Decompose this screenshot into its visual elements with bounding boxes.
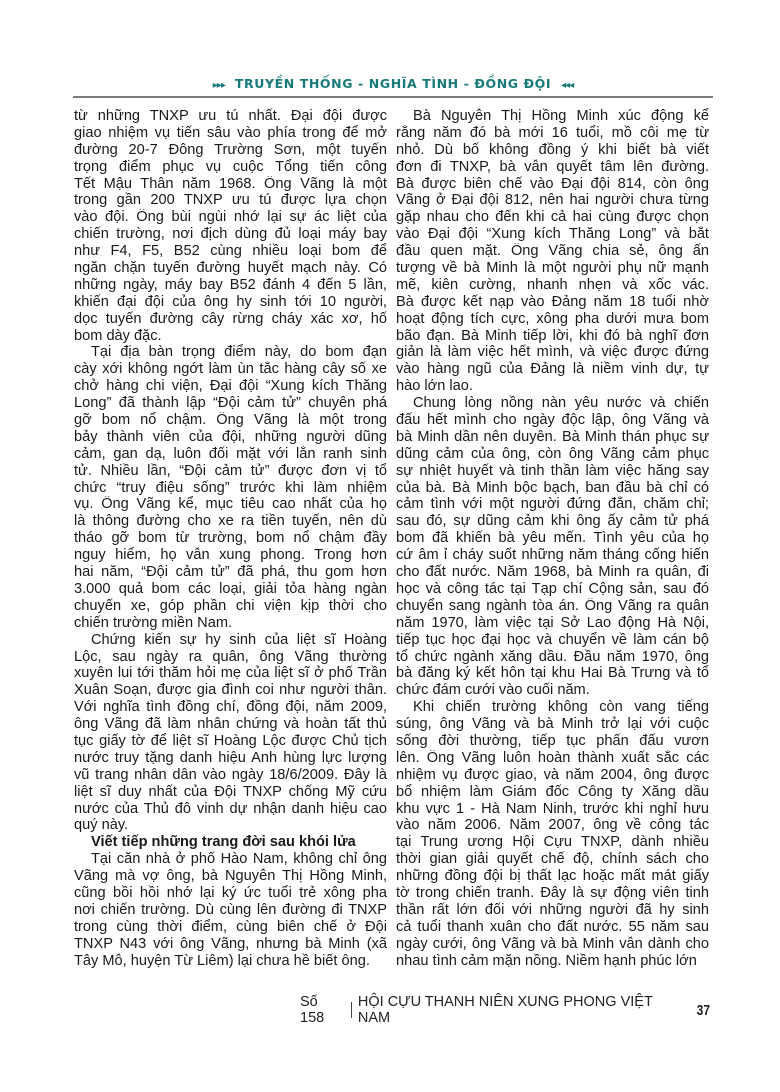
text-line: nhau tình cảm mặn nồng. Niềm hạnh phúc lớn bbox=[396, 952, 697, 969]
text-line: cả tuổi thanh xuân cho đất nước. 55 năm sau bbox=[396, 918, 709, 935]
text-line: cho đất nước. Năm 1968, bà Minh ra quân, đi bbox=[396, 564, 709, 581]
text-line: chở hàng chi viện, Đại đội “Xung kích Thăng bbox=[74, 378, 387, 395]
text-line: Tây Mỗ, huyện Từ Liêm) lại chưa hề biết ông. bbox=[74, 952, 370, 969]
arrow-left-icon: ◂◂◂ bbox=[561, 80, 574, 91]
text-line: của bà. Bà Minh bộc bạch, ban đầu bà chỉ có bbox=[396, 479, 709, 496]
text-line: cảm, gan dạ, luôn đối mặt với lằn ranh sinh bbox=[74, 445, 387, 462]
text-line: Vãng mà vợ ông, bà Nguyễn Thị Hồng Minh, bbox=[74, 868, 387, 885]
text-line: nhỏ. Dù bố không đồng ý khi biết bà viết bbox=[396, 141, 709, 158]
text-line: quý này. bbox=[74, 817, 129, 834]
text-line: hai năm, “Đội cảm tử” đã phá, thu gom hơn bbox=[74, 564, 387, 581]
text-line: bom đã khiến bà yêu mến. Tình yêu của họ bbox=[396, 530, 709, 547]
text-line: tháo gỡ bom từ trường, bom nổ chậm đầy bbox=[74, 530, 387, 547]
right-column bbox=[396, 108, 709, 969]
text-line: chức đám cưới vào cuối năm. bbox=[396, 682, 590, 699]
text-line: tổ chức ngành xăng dầu. Đầu năm 1970, ông bbox=[396, 648, 709, 665]
text-line: khu vực 1 - Hà Nam Ninh, trước khi nghỉ hưu bbox=[396, 800, 709, 817]
text-line: Vãng ở Đại đội 812, nên hai người chưa từng bbox=[396, 192, 709, 209]
text-line: tờ trong chiến tranh. Đây là sự động viên tinh bbox=[396, 884, 709, 901]
left-column bbox=[74, 108, 387, 969]
text-line: vào đội. Ông bùi ngùi nhớ lại sự ác liệt của bbox=[74, 209, 387, 226]
text-line: bà đăng ký kết hôn tại khu Hai Bà Trưng và tổ bbox=[396, 665, 709, 682]
text-line: tại Trung ương Hội Cựu TNXP, dành nhiều bbox=[396, 834, 709, 851]
text-line: Khi chiến trường không còn vang tiếng bbox=[413, 699, 709, 716]
text-line: Bà được biên chế vào Đại đội 814, còn ông bbox=[396, 175, 709, 192]
text-line: súng, ông Vãng và bà Minh trở lại với cuộc bbox=[396, 716, 709, 733]
text-line: giao nhiệm vụ tiến sâu vào phía trong để mở bbox=[74, 124, 387, 141]
text-line: cũng bồi hồi nhớ lại ký ức tuổi trẻ xông pha bbox=[74, 884, 387, 901]
text-line: ông Vãng đã làm nhân chứng và hoàn tất thủ bbox=[74, 716, 387, 733]
text-line: rằng năm đó bà mới 16 tuổi, mồ côi mẹ từ bbox=[396, 124, 709, 141]
text-line: năm 1970, làm việc tại Sở Lao động Hà Nội, bbox=[396, 614, 709, 631]
text-line: lên. Ông Vãng luôn hoàn thành xuất sắc các bbox=[396, 749, 709, 766]
text-line: sống đời thường, tiếp tục phấn đấu vươn bbox=[396, 732, 709, 749]
text-line: nhiệm vụ được giao, và năm 2004, ông được bbox=[396, 766, 709, 783]
text-line: vào hàng ngũ của Đảng là niềm vinh dự, tự bbox=[396, 361, 709, 378]
text-line: những đồng đội bị thất lạc hoặc mất mát giấy bbox=[396, 868, 709, 885]
text-line: 3.000 quả bom các loại, giải tỏa hàng ngàn bbox=[74, 580, 387, 597]
text-line: bà Minh dần nên duyên. Bà Minh thán phục sự bbox=[396, 428, 709, 445]
section-title: TRUYỀN THỐNG - NGHĨA TÌNH - ĐỒNG ĐỘI bbox=[234, 76, 552, 91]
text-line: sau đó, sự dũng cảm khi ông ấy cảm tử phá bbox=[396, 513, 709, 530]
text-line: vũ trang nhân dân vào ngày 18/6/2009. Đây là bbox=[74, 766, 387, 783]
text-line: Long” đã thành lập “Đội cảm tử” chuyên phá bbox=[74, 395, 387, 412]
text-line: Bà được kết nạp vào Đảng năm 18 tuổi nhờ bbox=[396, 293, 709, 310]
running-header bbox=[73, 76, 713, 91]
text-line: chiến trường miền Nam. bbox=[74, 614, 233, 631]
text-line: Tết Mậu Thân năm 1968. Ông Vãng là một bbox=[74, 175, 387, 192]
text-line: dọc tuyến đường cây rừng cháy xác xơ, hố bbox=[74, 310, 387, 327]
text-line: dũng cảm của ông, còn ông Vãng cảm phục bbox=[396, 445, 709, 462]
section-subheading: Viết tiếp những trang đời sau khói lửa bbox=[91, 834, 356, 851]
text-line: khiến đại đội của ông hy sinh tới 10 người, bbox=[74, 293, 387, 310]
text-line: gỡ bom nổ chậm. Ông Vãng là một trong bbox=[74, 412, 387, 429]
header-rule bbox=[73, 96, 713, 98]
page-footer bbox=[300, 994, 712, 1026]
text-line: những ngày, máy bay B52 đánh 4 đến 5 lần, bbox=[74, 276, 387, 293]
footer-divider bbox=[351, 1002, 352, 1018]
text-line: Tại căn nhà ở phố Hào Nam, không chỉ ông bbox=[91, 851, 387, 868]
text-line: bảy thành viên của đội, những người dũng bbox=[74, 428, 387, 445]
text-line: như F4, F5, B52 cùng nhiều loại bom để bbox=[74, 243, 387, 260]
text-line: đấu hết mình cho ngày độc lập, ông Vãng và bbox=[396, 412, 709, 429]
text-line: thời gian giải quyết chế độ, chính sách cho bbox=[396, 851, 709, 868]
text-line: Tại địa bàn trọng điểm này, do bom đạn bbox=[91, 344, 387, 361]
text-line: bão đạn. Bà Minh tiếp lời, khi đó bà nghĩ đơn bbox=[396, 327, 709, 344]
text-line: giản là làm việc hết mình, và việc được đứng bbox=[396, 344, 709, 361]
text-line: trọng điểm phục vụ cuộc Tổng tiến công bbox=[74, 158, 387, 175]
text-line: thần rất lớn đối với những người đã hy sinh bbox=[396, 901, 709, 918]
text-line: chuyến xe, góp phần chi viện kịp thời cho bbox=[74, 597, 387, 614]
text-line: chức “truy điệu sống” trước khi làm nhiệm bbox=[74, 479, 387, 496]
text-line: Với nghĩa tình đồng chí, đồng đội, năm 2009, bbox=[74, 699, 387, 716]
issue-number: Số 158 bbox=[300, 994, 325, 1026]
text-line: đơn đi TNXP, bà vẫn quyết tâm lên đường. bbox=[396, 158, 709, 175]
publication-name: HỘI CỰU THANH NIÊN XUNG PHONG VIỆT NAM bbox=[357, 994, 653, 1026]
text-line: đầu quen mặt. Ông Vãng chia sẻ, ông ấn bbox=[396, 243, 709, 260]
text-line: ngày cưới, ông Vãng và bà Minh vẫn dành cho bbox=[396, 935, 709, 952]
page-number: 37 bbox=[696, 1001, 711, 1019]
text-line: Lộc, sau ngày ra quân, ông Vãng thường bbox=[74, 648, 387, 665]
text-line: học và công tác tại Tạp chí Cộng sản, sau đó bbox=[396, 580, 709, 597]
text-line: Xuân Soạn, được gia đình coi như người thân. bbox=[74, 682, 387, 699]
text-line: cảm tình với một người đứng đắn, chăm chỉ; bbox=[396, 496, 709, 513]
text-line: tượng về bà Minh là một người phụ nữ mạnh bbox=[396, 260, 709, 277]
text-line: sự nhiệt huyết và tinh thần làm việc hăng say bbox=[396, 462, 709, 479]
text-line: tục giấy tờ để liệt sĩ Hoàng Lộc được Chủ tịch bbox=[74, 732, 387, 749]
text-line: ngăn chặn tuyến đường huyết mạch này. Có bbox=[74, 260, 387, 277]
text-line: vào Đại đội “Xung kích Thăng Long” và bắt bbox=[396, 226, 709, 243]
text-line: vào năm 2006. Năm 2007, ông về công tác bbox=[396, 817, 709, 834]
text-line: tử. Nhiều lần, “Đội cảm tử” được đơn vị tổ bbox=[74, 462, 387, 479]
text-line: Chung lòng nồng nàn yêu nước và chiến bbox=[413, 395, 709, 412]
text-line: cày xới không ngớt làm ùn tắc hàng cây số xe bbox=[74, 361, 387, 378]
text-line: TNXP N43 với ông Vãng, nhưng bà Minh (xã bbox=[74, 935, 387, 952]
text-line: vụ. Ông Vãng kể, mục tiêu cao nhất của họ bbox=[74, 496, 387, 513]
text-line: đường 20-7 Đông Trường Sơn, một tuyến bbox=[74, 141, 387, 158]
text-line: từ những TNXP ưu tú nhất. Đại đội được bbox=[74, 108, 387, 124]
text-line: chiến trường, nơi địch dùng đủ loại máy bay bbox=[74, 226, 387, 243]
text-line: nơi chiến trường. Dù cùng lên đường đi TNXP bbox=[74, 901, 387, 918]
text-line: trong gần 200 TNXP ưu tú được lựa chọn bbox=[74, 192, 387, 209]
arrow-right-icon: ▸▸▸ bbox=[212, 80, 225, 91]
text-line: trong cùng thời điểm, cùng biên chế ở Đội bbox=[74, 918, 387, 935]
text-line: cứ âm ỉ cháy suốt những năm tháng cống hiến bbox=[396, 547, 709, 564]
text-line: hào lớn lao. bbox=[396, 378, 473, 395]
text-line: liệt sĩ duy nhất của Đội TNXP chống Mỹ cứu bbox=[74, 783, 387, 800]
text-line: bom dày đặc. bbox=[74, 327, 162, 344]
text-line: Bà Nguyễn Thị Hồng Minh xúc động kể bbox=[413, 108, 709, 124]
text-line: nước truy tặng danh hiệu Anh hùng lực lượng bbox=[74, 749, 387, 766]
text-line: Chứng kiến sự hy sinh của liệt sĩ Hoàng bbox=[91, 631, 387, 648]
text-line: bổ nhiệm làm Giám đốc Công ty Xăng dầu bbox=[396, 783, 709, 800]
text-line: mẽ, kiên cường, nhanh nhẹn và xốc vác. bbox=[396, 276, 709, 293]
text-line: hoạt động tích cực, xông pha dưới mưa bom bbox=[396, 310, 709, 327]
text-line: tiếp tục học đại học và chuyển về làm cán bộ bbox=[396, 631, 709, 648]
text-line: gặp nhau cho đến khi cả hai cùng được chọn bbox=[396, 209, 709, 226]
text-line: nguy hiểm, họ vẫn xung phong. Trong hơn bbox=[74, 547, 387, 564]
text-line: là thông đường cho xe ra tiền tuyến, nên dù bbox=[74, 513, 387, 530]
text-line: chuyển sang ngành tòa án. Ông Vãng ra quân bbox=[396, 597, 709, 614]
text-line: nước của Thủ đô vinh dự nhận danh hiệu cao bbox=[74, 800, 387, 817]
text-line: xuyên lui tới thăm hỏi mẹ của liệt sĩ ở phố Trần bbox=[74, 665, 387, 682]
